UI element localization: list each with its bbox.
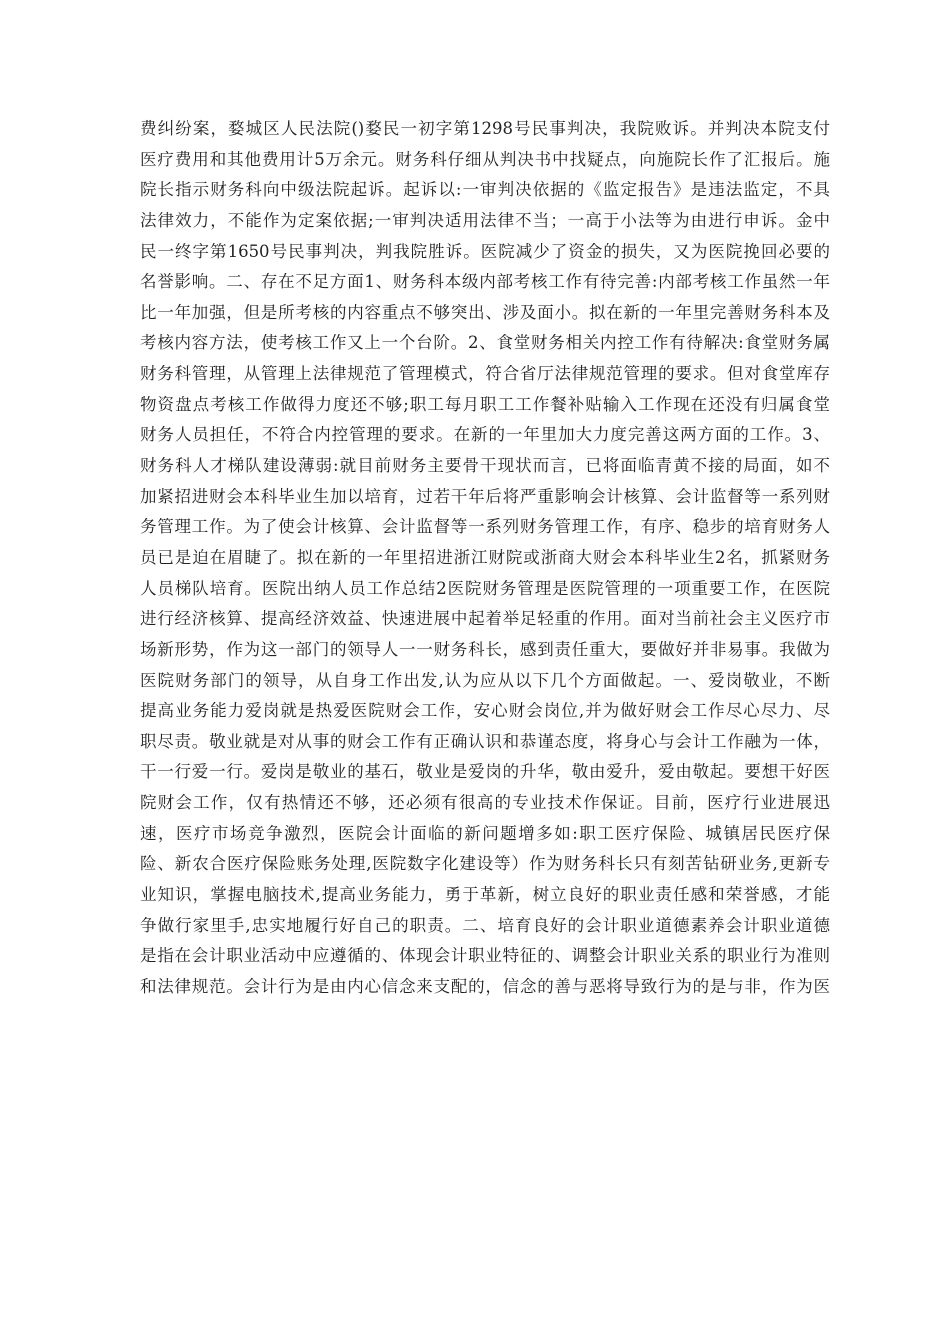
text-line: 加紧招进财会本科毕业生加以培育，过若干年后将严重影响会计核算、会计监督等一系列财 bbox=[140, 486, 830, 506]
text-line: 院财会工作，仅有热情还不够，还必须有很高的专业技术作保证。目前，医疗行业进展迅 bbox=[140, 793, 830, 813]
text-line: 财务科管理，从管理上法律规范了管理模式，符合省厅法律规范管理的要求。但对食堂库存 bbox=[140, 364, 830, 384]
text-line: 财务科人才梯队建设薄弱:就目前财务主要骨干现状而言，已将面临青黄不接的局面，如不 bbox=[140, 456, 830, 476]
text-line: 财务人员担任，不符合内控管理的要求。在新的一年里加大力度完善这两方面的工作。3、 bbox=[140, 425, 830, 445]
text-line: 人员梯队培育。医院出纳人员工作总结2医院财务管理是医院管理的一项重要工作，在医院 bbox=[140, 578, 830, 598]
text-line: 员已是迫在眉睫了。拟在新的一年里招进浙江财院或浙商大财会本科毕业生2名，抓紧财务 bbox=[140, 547, 830, 567]
text-line: 提高业务能力爱岗就是热爱医院财会工作，安心财会岗位,并为做好财会工作尽心尽力、尽 bbox=[140, 701, 830, 721]
text-line: 争做行家里手,忠实地履行好自己的职责。二、培育良好的会计职业道德素养会计职业道德 bbox=[140, 915, 830, 935]
text-line: 费纠纷案，婺城区人民法院()婺民一初字第1298号民事判决，我院败诉。并判决本院支付 bbox=[140, 119, 830, 138]
text-line: 是指在会计职业活动中应遵循的、体现会计职业特征的、调整会计职业关系的职业行为准则 bbox=[140, 946, 830, 966]
text-line: 业知识，掌握电脑技术,提高业务能力，勇于革新，树立良好的职业责任感和荣誉感，才能 bbox=[140, 885, 830, 905]
text-line: 和法律规范。会计行为是由内心信念来支配的，信念的善与恶将导致行为的是与非，作为医 bbox=[140, 976, 830, 996]
body-text bbox=[140, 114, 830, 1003]
text-line: 名誉影响。二、存在不足方面1、财务科本级内部考核工作有待完善:内部考核工作虽然一年 bbox=[140, 272, 830, 292]
text-line: 场新形势，作为这一部门的领导人一一财务科长，感到责任重大，要做好并非易事。我做为 bbox=[140, 639, 830, 659]
text-line: 职尽责。敬业就是对从事的财会工作有正确认识和恭谨态度，将身心与会计工作融为一体， bbox=[140, 731, 830, 751]
text-line: 考核内容方法，使考核工作又上一个台阶。2、食堂财务相关内控工作有待解决:食堂财务属 bbox=[140, 333, 830, 353]
text-line: 院长指示财务科向中级法院起诉。起诉以:一审判决依据的《监定报告》是违法监定，不具 bbox=[140, 180, 830, 200]
text-line: 物资盘点考核工作做得力度还不够;职工每月职工工作餐补贴输入工作现在还没有归属食堂 bbox=[140, 394, 830, 414]
text-line: 比一年加强，但是所考核的内容重点不够突出、涉及面小。拟在新的一年里完善财务科本及 bbox=[140, 302, 830, 322]
text-line: 干一行爱一行。爱岗是敬业的基石，敬业是爱岗的升华，敬由爱升，爱由敬起。要想干好医 bbox=[140, 762, 830, 782]
text-line: 务管理工作。为了使会计核算、会计监督等一系列财务管理工作，有序、稳步的培育财务人 bbox=[140, 517, 830, 537]
text-line: 医院财务部门的领导，从自身工作出发,认为应从以下几个方面做起。一、爱岗敬业，不断 bbox=[140, 670, 830, 690]
text-line: 医疗费用和其他费用计5万余元。财务科仔细从判决书中找疑点，向施院长作了汇报后。施 bbox=[140, 149, 830, 169]
text-line: 险、新农合医疗保险账务处理,医院数字化建设等）作为财务科长只有刻苦钻研业务,更新专 bbox=[140, 854, 830, 874]
text-line: 民一终字第1650号民事判决，判我院胜诉。医院减少了资金的损失，又为医院挽回必要的 bbox=[140, 241, 830, 261]
text-line: 法律效力，不能作为定案依据;一审判决适用法律不当；一高于小法等为由进行申诉。金中 bbox=[140, 210, 830, 230]
text-line: 速，医疗市场竞争激烈，医院会计面临的新问题增多如:职工医疗保险、城镇居民医疗保 bbox=[140, 823, 830, 843]
text-line: 进行经济核算、提高经济效益、快速进展中起着举足轻重的作用。面对当前社会主义医疗市 bbox=[140, 609, 830, 629]
